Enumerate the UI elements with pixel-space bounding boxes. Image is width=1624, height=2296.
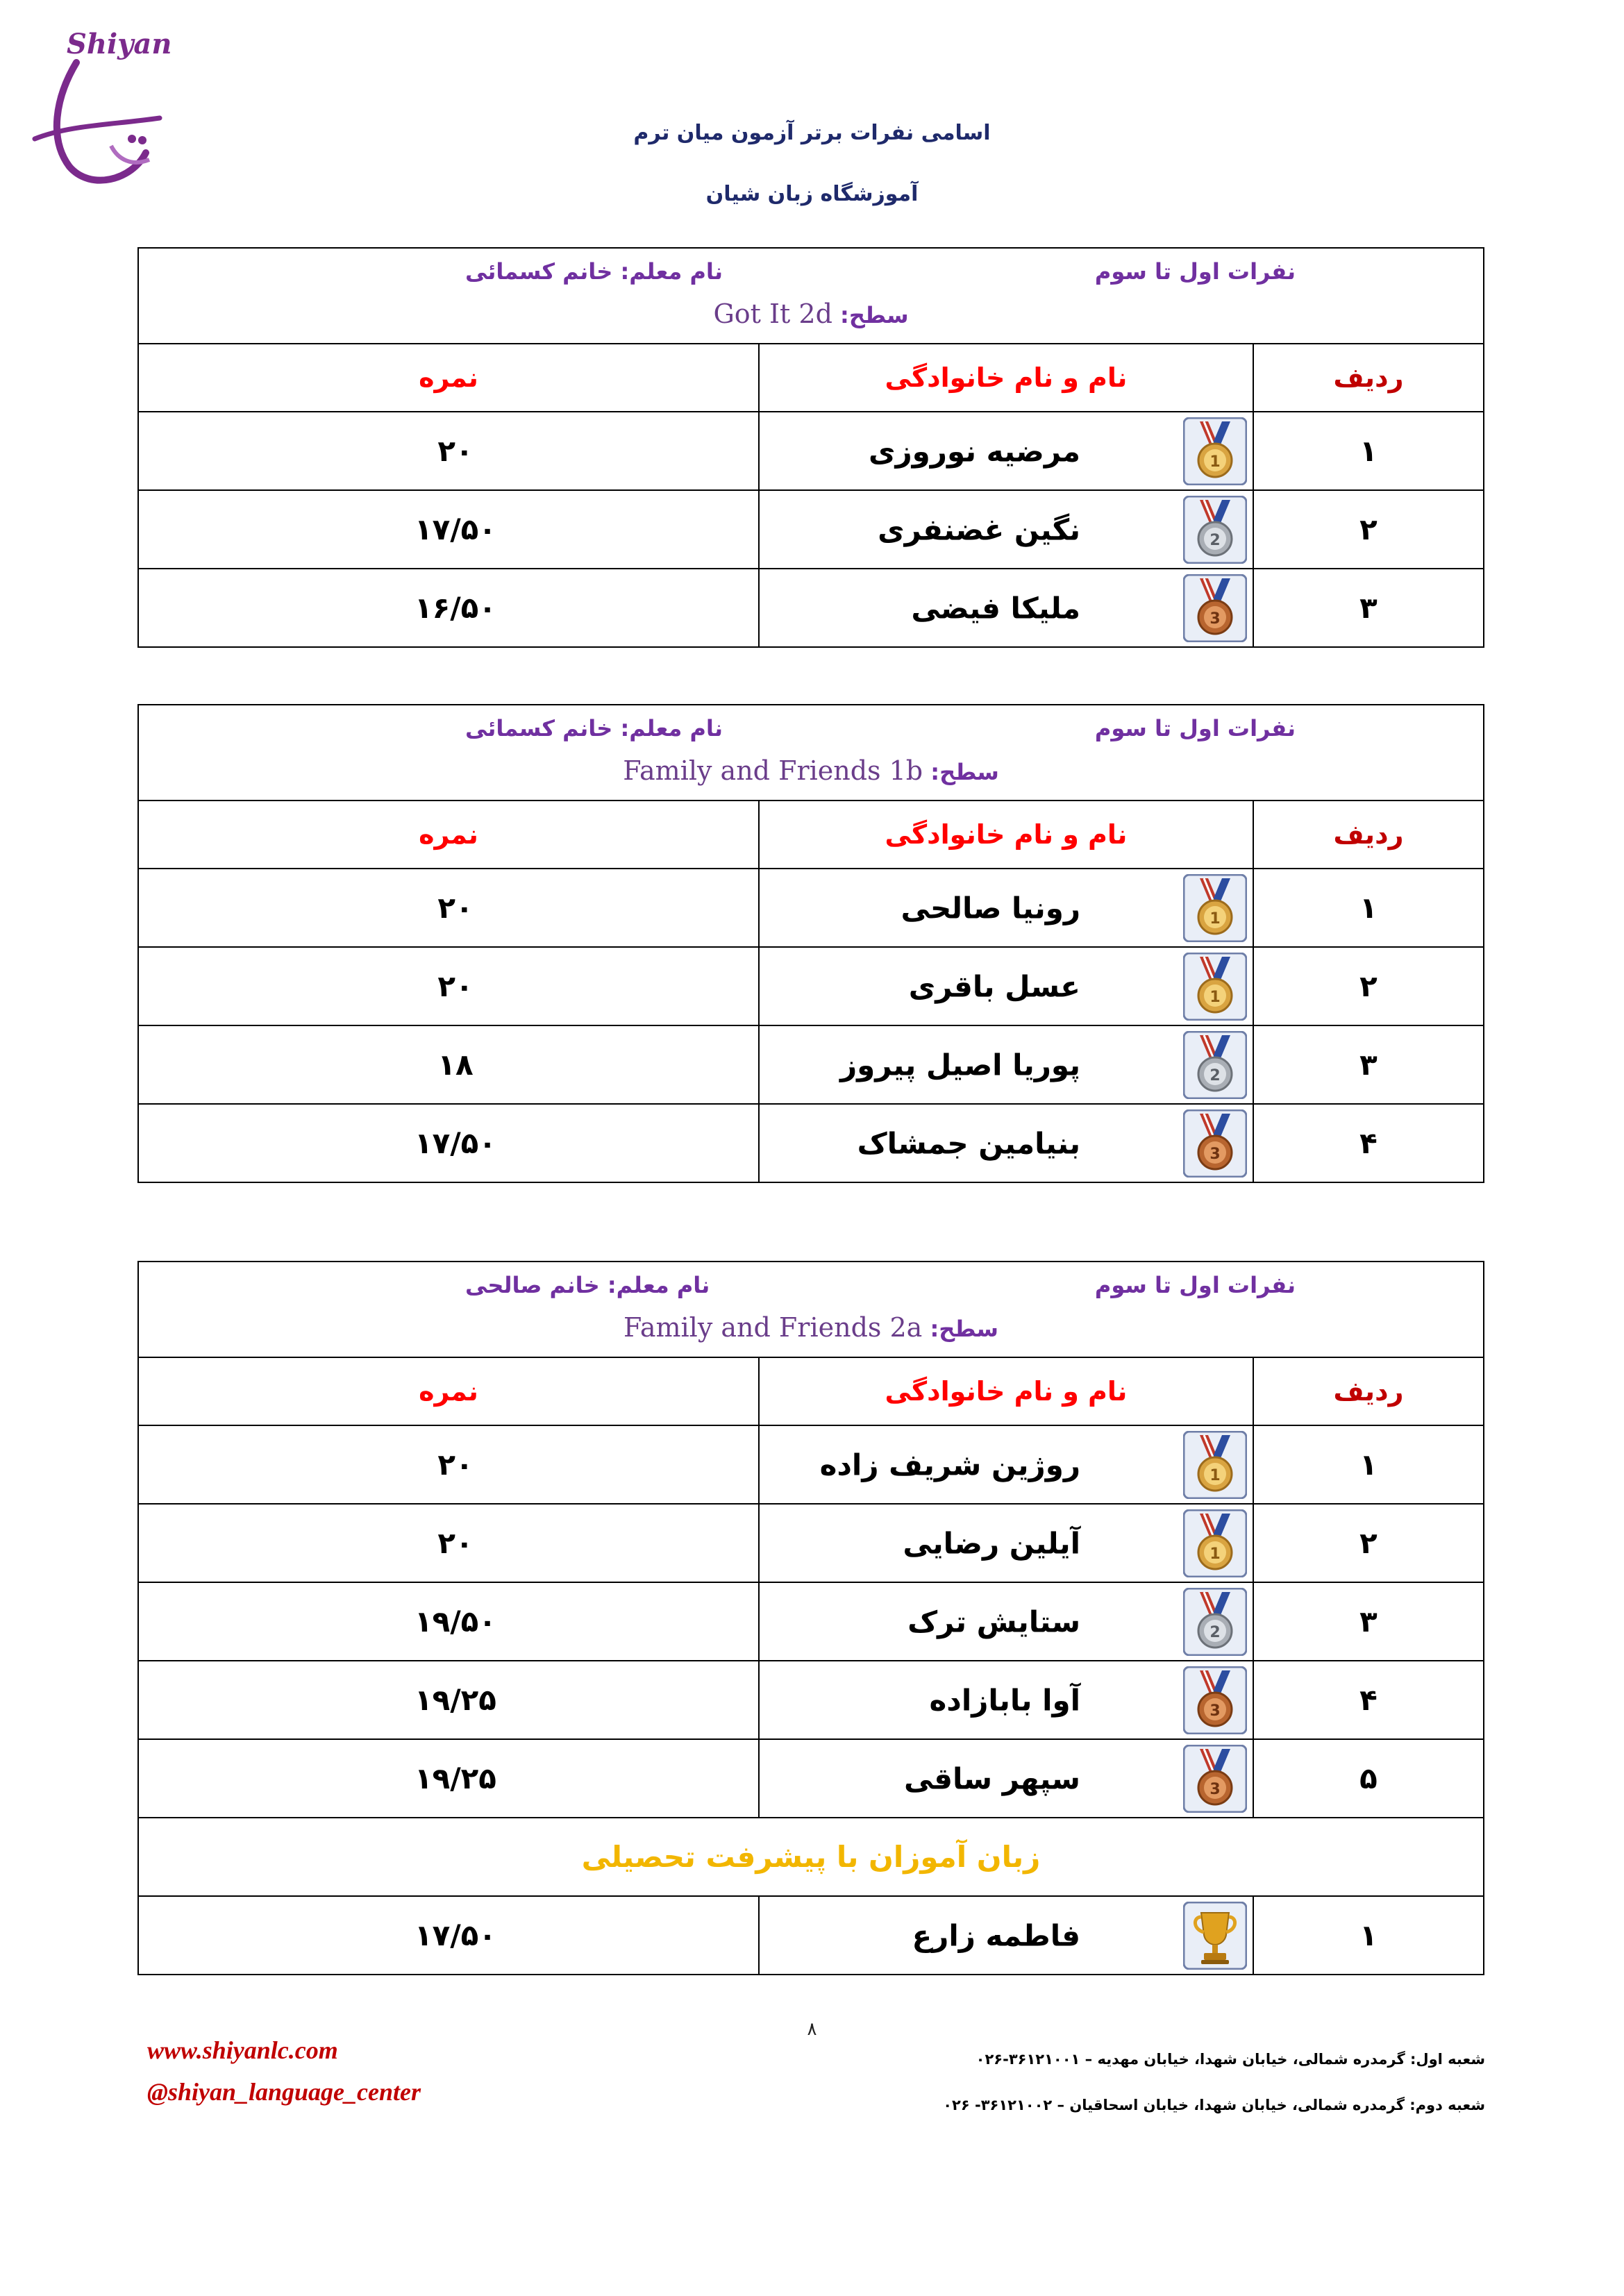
- column-header-score: نمره: [138, 1357, 759, 1425]
- teacher-label: نام معلم: خانم کسمائی: [465, 258, 723, 285]
- gold-medal-icon: [1183, 1509, 1247, 1577]
- rank-cell: ۲: [1253, 947, 1484, 1025]
- top-three-label: نفرات اول تا سوم: [1094, 1272, 1296, 1298]
- score-cell: ۲۰: [437, 1526, 474, 1560]
- column-header-name: نام و نام خانوادگی: [759, 1357, 1253, 1425]
- branch-1-address: شعبه اول: گرمدره شمالی، خیابان شهدا، خیابان مهدیه – ۳۶۱۲۱۰۰۱-۰۲۶: [976, 2051, 1485, 2068]
- gold-medal-icon: [1183, 953, 1247, 1021]
- student-name: ملیکا فیضی: [911, 591, 1080, 625]
- bronze-medal-icon: [1183, 1109, 1247, 1178]
- silver-medal-icon: [1183, 496, 1247, 564]
- table-row: [138, 1504, 1484, 1582]
- branch-2-address: شعبه دوم: گرمدره شمالی، خیابان شهدا، خیابان اسحاقیان – ۳۶۱۲۱۰۰۲- ۰۲۶: [943, 2097, 1485, 2113]
- column-header-rank: ردیف: [1253, 1357, 1484, 1425]
- student-name: رونیا صالحی: [901, 891, 1080, 925]
- table-row: [138, 869, 1484, 947]
- rank-cell: ۳: [1253, 569, 1484, 647]
- student-name: ستایش ترک: [907, 1604, 1080, 1639]
- document-subtitle: آموزشگاه زبان شیان: [705, 182, 919, 206]
- ranking-table-1: [137, 247, 1484, 648]
- student-name: فاطمه زارع: [912, 1918, 1080, 1952]
- table-header: [138, 1262, 1484, 1357]
- level-label: سطح: Family and Friends 1b: [623, 755, 999, 786]
- student-name: مرضیه نوروزی: [868, 434, 1080, 468]
- rank-cell: ۱: [1253, 412, 1484, 490]
- column-header-score: نمره: [138, 801, 759, 869]
- website-link[interactable]: www.shiyanlc.com: [147, 2036, 338, 2064]
- table-row: [138, 569, 1484, 647]
- score-cell: ۱۹/۲۵: [415, 1761, 496, 1795]
- table-row: [138, 1661, 1484, 1739]
- table-row: [138, 1896, 1484, 1975]
- rank-cell: ۳: [1253, 1025, 1484, 1104]
- table-row: [138, 1739, 1484, 1818]
- student-name: نگین غضنفری: [878, 512, 1080, 546]
- rank-cell: ۴: [1253, 1104, 1484, 1182]
- trophy-icon: [1183, 1902, 1247, 1970]
- student-name: عسل باقری: [908, 969, 1080, 1003]
- instagram-handle[interactable]: @shiyan_language_center: [147, 2078, 421, 2106]
- score-cell: ۱۹/۲۵: [415, 1683, 496, 1717]
- rank-cell: ۱: [1253, 869, 1484, 947]
- score-cell: ۱۸: [437, 1048, 474, 1082]
- score-cell: ۱۶/۵۰: [415, 591, 496, 625]
- table-row: [138, 490, 1484, 569]
- column-header-score: نمره: [138, 344, 759, 412]
- table-row: [138, 1425, 1484, 1504]
- logo-text: Shiyan: [67, 28, 172, 60]
- ranking-table-3: [137, 1261, 1484, 1975]
- student-name: آوا بابازاده: [929, 1683, 1080, 1717]
- score-cell: ۲۰: [437, 891, 474, 925]
- silver-medal-icon: [1183, 1031, 1247, 1099]
- page-number: ۸: [807, 2019, 817, 2040]
- student-name: سپهر ساقی: [904, 1761, 1080, 1795]
- score-cell: ۱۷/۵۰: [415, 1126, 496, 1160]
- silver-medal-icon: [1183, 1588, 1247, 1656]
- column-header-name: نام و نام خانوادگی: [759, 801, 1253, 869]
- score-cell: ۱۷/۵۰: [415, 1918, 496, 1952]
- score-cell: ۲۰: [437, 434, 474, 468]
- bronze-medal-icon: [1183, 1745, 1247, 1813]
- student-name: بنیامین جمشاک: [857, 1126, 1080, 1160]
- level-label: سطح: Got It 2d: [713, 299, 909, 329]
- top-three-label: نفرات اول تا سوم: [1094, 715, 1296, 741]
- bronze-medal-icon: [1183, 574, 1247, 642]
- score-cell: ۲۰: [437, 1448, 474, 1482]
- student-name: روژین شریف زاده: [819, 1448, 1080, 1482]
- teacher-label: نام معلم: خانم صالحی: [465, 1272, 710, 1298]
- ranking-table-2: [137, 704, 1484, 1183]
- column-header-name: نام و نام خانوادگی: [759, 344, 1253, 412]
- student-name: پوریا اصیل پیروز: [839, 1048, 1080, 1082]
- table-header: [138, 705, 1484, 801]
- rank-cell: ۲: [1253, 1504, 1484, 1582]
- rank-cell: ۵: [1253, 1739, 1484, 1818]
- student-name: آیلین رضایی: [903, 1526, 1080, 1560]
- bronze-medal-icon: [1183, 1666, 1247, 1734]
- column-header-rank: ردیف: [1253, 801, 1484, 869]
- gold-medal-icon: [1183, 1431, 1247, 1499]
- column-header-rank: ردیف: [1253, 344, 1484, 412]
- gold-medal-icon: [1183, 417, 1247, 485]
- rank-cell: ۳: [1253, 1582, 1484, 1661]
- score-cell: ۱۷/۵۰: [415, 512, 496, 546]
- rank-cell: ۱: [1253, 1425, 1484, 1504]
- table-header: [138, 248, 1484, 344]
- table-row: [138, 1104, 1484, 1182]
- rank-cell: ۴: [1253, 1661, 1484, 1739]
- rank-cell: ۲: [1253, 490, 1484, 569]
- table-row: [138, 412, 1484, 490]
- rank-cell: ۱: [1253, 1896, 1484, 1975]
- teacher-label: نام معلم: خانم کسمائی: [465, 715, 723, 741]
- score-cell: ۲۰: [437, 969, 474, 1003]
- score-cell: ۱۹/۵۰: [415, 1604, 496, 1639]
- level-label: سطح: Family and Friends 2a: [623, 1312, 998, 1343]
- table-row: [138, 947, 1484, 1025]
- top-three-label: نفرات اول تا سوم: [1094, 258, 1296, 285]
- document-title: اسامی نفرات برتر آزمون میان ترم: [633, 121, 991, 145]
- gold-medal-icon: [1183, 874, 1247, 942]
- table-row: [138, 1582, 1484, 1661]
- table-row: [138, 1025, 1484, 1104]
- progress-section-title: زبان آموزان با پیشرفت تحصیلی: [138, 1818, 1484, 1896]
